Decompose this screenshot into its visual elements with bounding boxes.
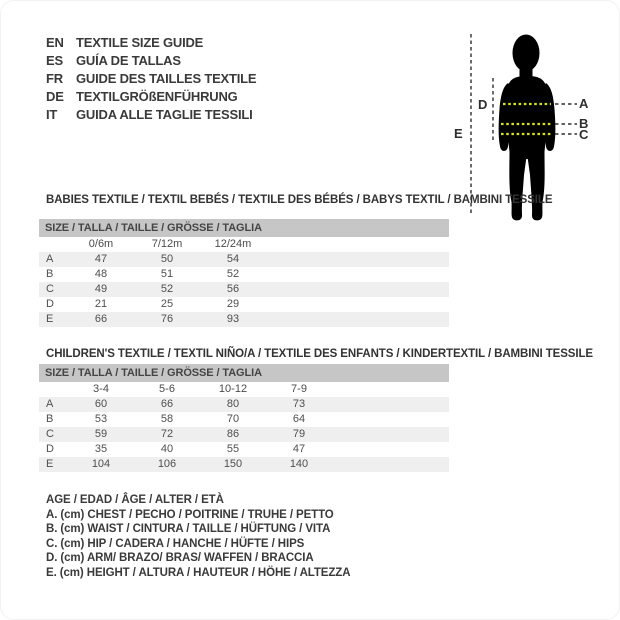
size-cell: 79	[292, 428, 306, 440]
table-row	[39, 312, 449, 327]
size-cell: 86	[226, 428, 240, 440]
table-row	[39, 412, 449, 427]
legend-age: AGE / EDAD / ÂGE / ALTER / ETÀ	[46, 494, 224, 506]
table-row	[39, 297, 449, 312]
spacer	[39, 382, 68, 397]
size-cell: 64	[292, 413, 306, 425]
language-row-en	[46, 34, 256, 52]
legend-hip: C. (cm) HIP / CADERA / HANCHE / HÜFTE / HIPS	[46, 537, 305, 550]
size-cell: 35	[94, 443, 108, 455]
size-cell: 140	[289, 458, 309, 470]
size-cell: 66	[160, 398, 174, 410]
size-cell: 48	[94, 268, 108, 280]
babies-size-header: SIZE / TALLA / TAILLE / GRÖSSE / TAGLIA	[39, 219, 449, 237]
size-cell: 56	[226, 283, 240, 295]
language-label: GUIDA ALLE TAGLIE TESSILI	[76, 107, 253, 122]
language-label: GUIDE DES TAILLES TEXTILE	[76, 71, 257, 86]
children-table-title: CHILDREN'S TEXTILE / TEXTIL NIÑO/A / TEXTILE DES ENFANTS / KINDERTEXTIL / BAMBINI TESSILE	[46, 348, 593, 360]
size-cell: 59	[94, 428, 108, 440]
size-cell: 93	[226, 313, 240, 325]
column-header: 3-4	[93, 383, 109, 395]
size-cell: 21	[94, 298, 108, 310]
size-cell: 104	[91, 458, 111, 470]
figure-label-d: D	[478, 97, 488, 112]
size-cell: 25	[160, 298, 174, 310]
language-code: FR	[46, 71, 63, 86]
size-cell: 58	[160, 413, 174, 425]
size-cell: 72	[160, 428, 174, 440]
legend-arm: D. (cm) ARM/ BRAZO/ BRAS/ WAFFEN / BRACCIA	[46, 552, 314, 565]
size-cell: 50	[160, 253, 174, 265]
row-label: D	[46, 443, 54, 455]
language-code: ES	[46, 53, 63, 68]
size-cell: 52	[226, 268, 240, 280]
spacer	[39, 237, 68, 252]
column-header: 0/6m	[88, 238, 114, 250]
figure-label-b: B	[579, 116, 589, 131]
size-cell: 29	[226, 298, 240, 310]
figure-label-a: A	[579, 96, 589, 111]
column-header: 7/12m	[151, 238, 183, 250]
language-title-list	[46, 34, 256, 124]
size-cell: 55	[226, 443, 240, 455]
size-cell: 54	[226, 253, 240, 265]
row-label: B	[46, 413, 54, 425]
size-cell: 49	[94, 283, 108, 295]
size-cell: 60	[94, 398, 108, 410]
language-code: EN	[46, 35, 64, 50]
size-cell: 80	[226, 398, 240, 410]
language-code: IT	[46, 107, 58, 122]
table-row	[39, 442, 449, 457]
column-header: 10-12	[218, 383, 248, 395]
size-cell: 73	[292, 398, 306, 410]
language-row-es	[46, 52, 256, 70]
size-cell: 51	[160, 268, 174, 280]
row-label: C	[46, 428, 54, 440]
row-label: B	[46, 268, 54, 280]
size-cell: 106	[157, 458, 177, 470]
size-cell: 53	[94, 413, 108, 425]
language-row-de	[46, 88, 256, 106]
children-size-header: SIZE / TALLA / TAILLE / GRÖSSE / TAGLIA	[39, 364, 449, 382]
language-row-fr	[46, 70, 256, 88]
table-row	[39, 427, 449, 442]
table-row	[39, 457, 449, 472]
size-cell: 76	[160, 313, 174, 325]
column-header: 5-6	[159, 383, 175, 395]
table-row	[39, 252, 449, 267]
language-row-it	[46, 106, 256, 124]
measurement-legend	[46, 493, 350, 581]
row-label: D	[46, 298, 54, 310]
row-label: A	[46, 253, 54, 265]
children-table	[39, 364, 449, 472]
row-label: E	[46, 313, 54, 325]
babies-column-header-row	[39, 237, 449, 252]
legend-height: E. (cm) HEIGHT / ALTURA / HAUTEUR / HÖHE / ALTEZZA	[46, 566, 351, 579]
row-label: C	[46, 283, 54, 295]
column-header: 12/24m	[214, 238, 252, 250]
table-row	[39, 397, 449, 412]
babies-table-title: BABIES TEXTILE / TEXTIL BEBÉS / TEXTILE DES BÉBÉS / BABYS TEXTIL / BAMBINI TESSILE	[46, 194, 553, 206]
table-row	[39, 267, 449, 282]
size-cell: 150	[223, 458, 243, 470]
size-cell: 47	[94, 253, 108, 265]
babies-table	[39, 219, 449, 327]
column-header: 7-9	[291, 383, 307, 395]
row-label: A	[46, 398, 54, 410]
size-cell: 52	[160, 283, 174, 295]
size-cell: 47	[292, 443, 306, 455]
language-code: DE	[46, 89, 64, 104]
figure-label-c: C	[579, 127, 589, 142]
size-cell: 66	[94, 313, 108, 325]
language-label: TEXTILE SIZE GUIDE	[76, 35, 204, 50]
size-cell: 70	[226, 413, 240, 425]
size-cell: 40	[160, 443, 174, 455]
language-label: GUÍA DE TALLAS	[76, 53, 181, 68]
legend-chest: A. (cm) CHEST / PECHO / POITRINE / TRUHE / PETTO	[46, 508, 334, 521]
language-label: TEXTILGRÖßENFÜHRUNG	[76, 89, 238, 104]
row-label: E	[46, 458, 54, 470]
legend-waist: B. (cm) WAIST / CINTURA / TAILLE / HÜFTUNG / VITA	[46, 523, 331, 536]
table-row	[39, 282, 449, 297]
figure-label-e: E	[454, 126, 463, 141]
children-column-header-row	[39, 382, 449, 397]
